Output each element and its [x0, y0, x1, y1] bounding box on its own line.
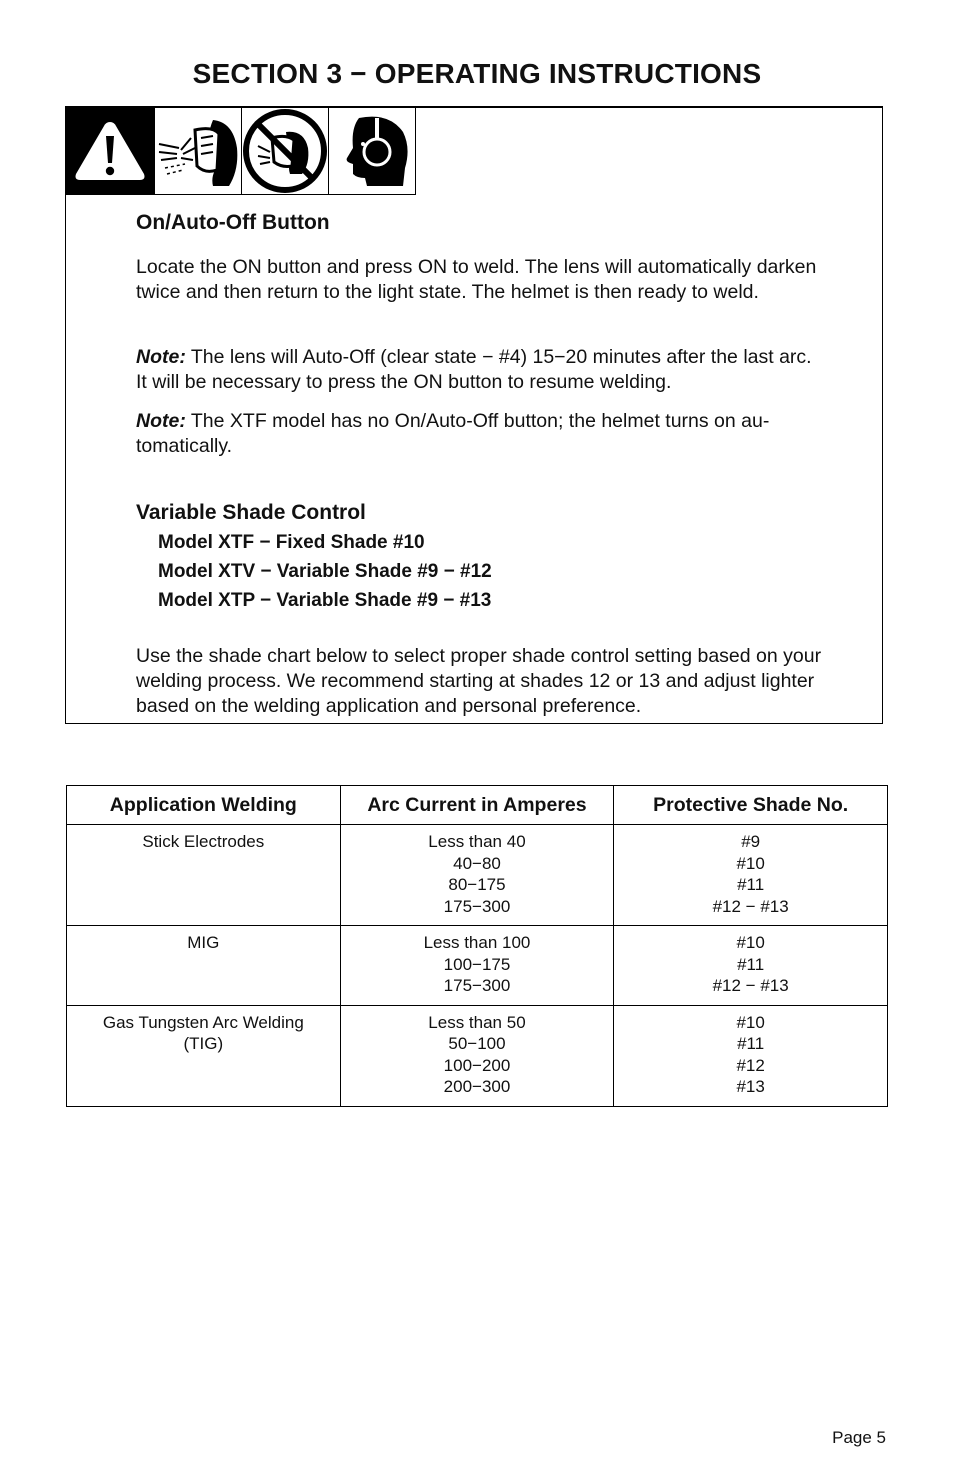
cell-line: #10: [736, 933, 765, 952]
note-text: The lens will Auto-Off (clear state − #4) 15−20 minutes after the last arc. It will be necessary to press the ON button to resume welding.: [136, 346, 812, 393]
cell-line: #12 − #13: [712, 976, 789, 995]
no-helmet-prohibition-icon: [242, 108, 329, 195]
shade-chart-table: [66, 785, 888, 1107]
cell-line: Stick Electrodes: [142, 832, 265, 851]
current-cell: [340, 926, 614, 1006]
header-arc-current: Arc Current in Amperes: [340, 786, 614, 825]
application-cell: [67, 926, 341, 1006]
safety-icons-row: [66, 108, 416, 196]
cell-line: 40−80: [453, 853, 501, 873]
shade-cell: [614, 926, 888, 1006]
application-cell: [67, 825, 341, 926]
cell-line: #13: [736, 1077, 765, 1096]
warning-icon: [66, 108, 155, 195]
cell-line: Less than 40: [428, 832, 526, 851]
hearing-protection-icon: [329, 108, 416, 195]
welding-arc-helmet-icon: [155, 108, 242, 195]
note-label: Note:: [136, 410, 186, 432]
shade-chart-intro: Use the shade chart below to select proper shade control setting based on your welding process. We recommend starting at shades 12 or 13 and adjust lighter based on the welding application and personal preference.: [136, 645, 822, 717]
note-text: The XTF model has no On/Auto-Off button; the helmet turns on au-tomatically.: [136, 410, 770, 457]
model-xtv-line: Model XTV − Variable Shade #9 − #12: [158, 561, 492, 582]
header-shade-no: Protective Shade No.: [614, 786, 888, 825]
cell-line: 50−100: [448, 1034, 506, 1053]
table-row: [67, 1005, 888, 1106]
cell-line: #11: [737, 1034, 765, 1053]
model-xtp-line: Model XTP − Variable Shade #9 − #13: [158, 590, 492, 611]
cell-line: (TIG): [183, 1034, 224, 1053]
cell-line: Less than 50: [428, 1012, 526, 1032]
variable-shade-heading: Variable Shade Control: [136, 501, 366, 524]
table-header-row: [67, 786, 888, 825]
cell-line: 100−200: [443, 1055, 511, 1075]
shade-cell: [614, 1005, 888, 1106]
page-number: Page 5: [832, 1428, 886, 1447]
model-xtf-line: Model XTF − Fixed Shade #10: [158, 532, 425, 553]
cell-line: Less than 100: [423, 933, 531, 952]
on-auto-off-body: Locate the ON button and press ON to weld. The lens will automatically darken twice and then return to the light state. The helmet is then ready to weld.: [136, 256, 817, 303]
cell-line: MIG: [187, 933, 220, 952]
cell-line: 175−300: [443, 896, 511, 916]
cell-line: #10: [736, 853, 765, 873]
current-cell: [340, 1005, 614, 1106]
cell-line: 100−175: [443, 954, 511, 974]
cell-line: #11: [737, 954, 765, 974]
note-auto-off: [136, 345, 826, 395]
header-application: Application Welding: [67, 786, 341, 825]
cell-line: #10: [736, 1012, 765, 1032]
cell-line: Gas Tungsten Arc Welding: [102, 1012, 304, 1032]
table-row: [67, 825, 888, 926]
cell-line: #12: [736, 1055, 765, 1075]
cell-line: 80−175: [448, 875, 506, 894]
on-auto-off-heading: On/Auto-Off Button: [136, 211, 330, 234]
current-cell: [340, 825, 614, 926]
shade-cell: [614, 825, 888, 926]
operating-instructions-box: [65, 106, 883, 724]
cell-line: 175−300: [443, 976, 511, 995]
table-row: [67, 926, 888, 1006]
page-title: SECTION 3 − OPERATING INSTRUCTIONS: [192, 58, 762, 89]
cell-line: #9: [741, 832, 761, 851]
note-label: Note:: [136, 346, 186, 368]
cell-line: 200−300: [443, 1077, 511, 1096]
cell-line: #11: [737, 875, 765, 894]
note-xtf: [136, 409, 826, 459]
application-cell: [67, 1005, 341, 1106]
cell-line: #12 − #13: [712, 896, 789, 916]
